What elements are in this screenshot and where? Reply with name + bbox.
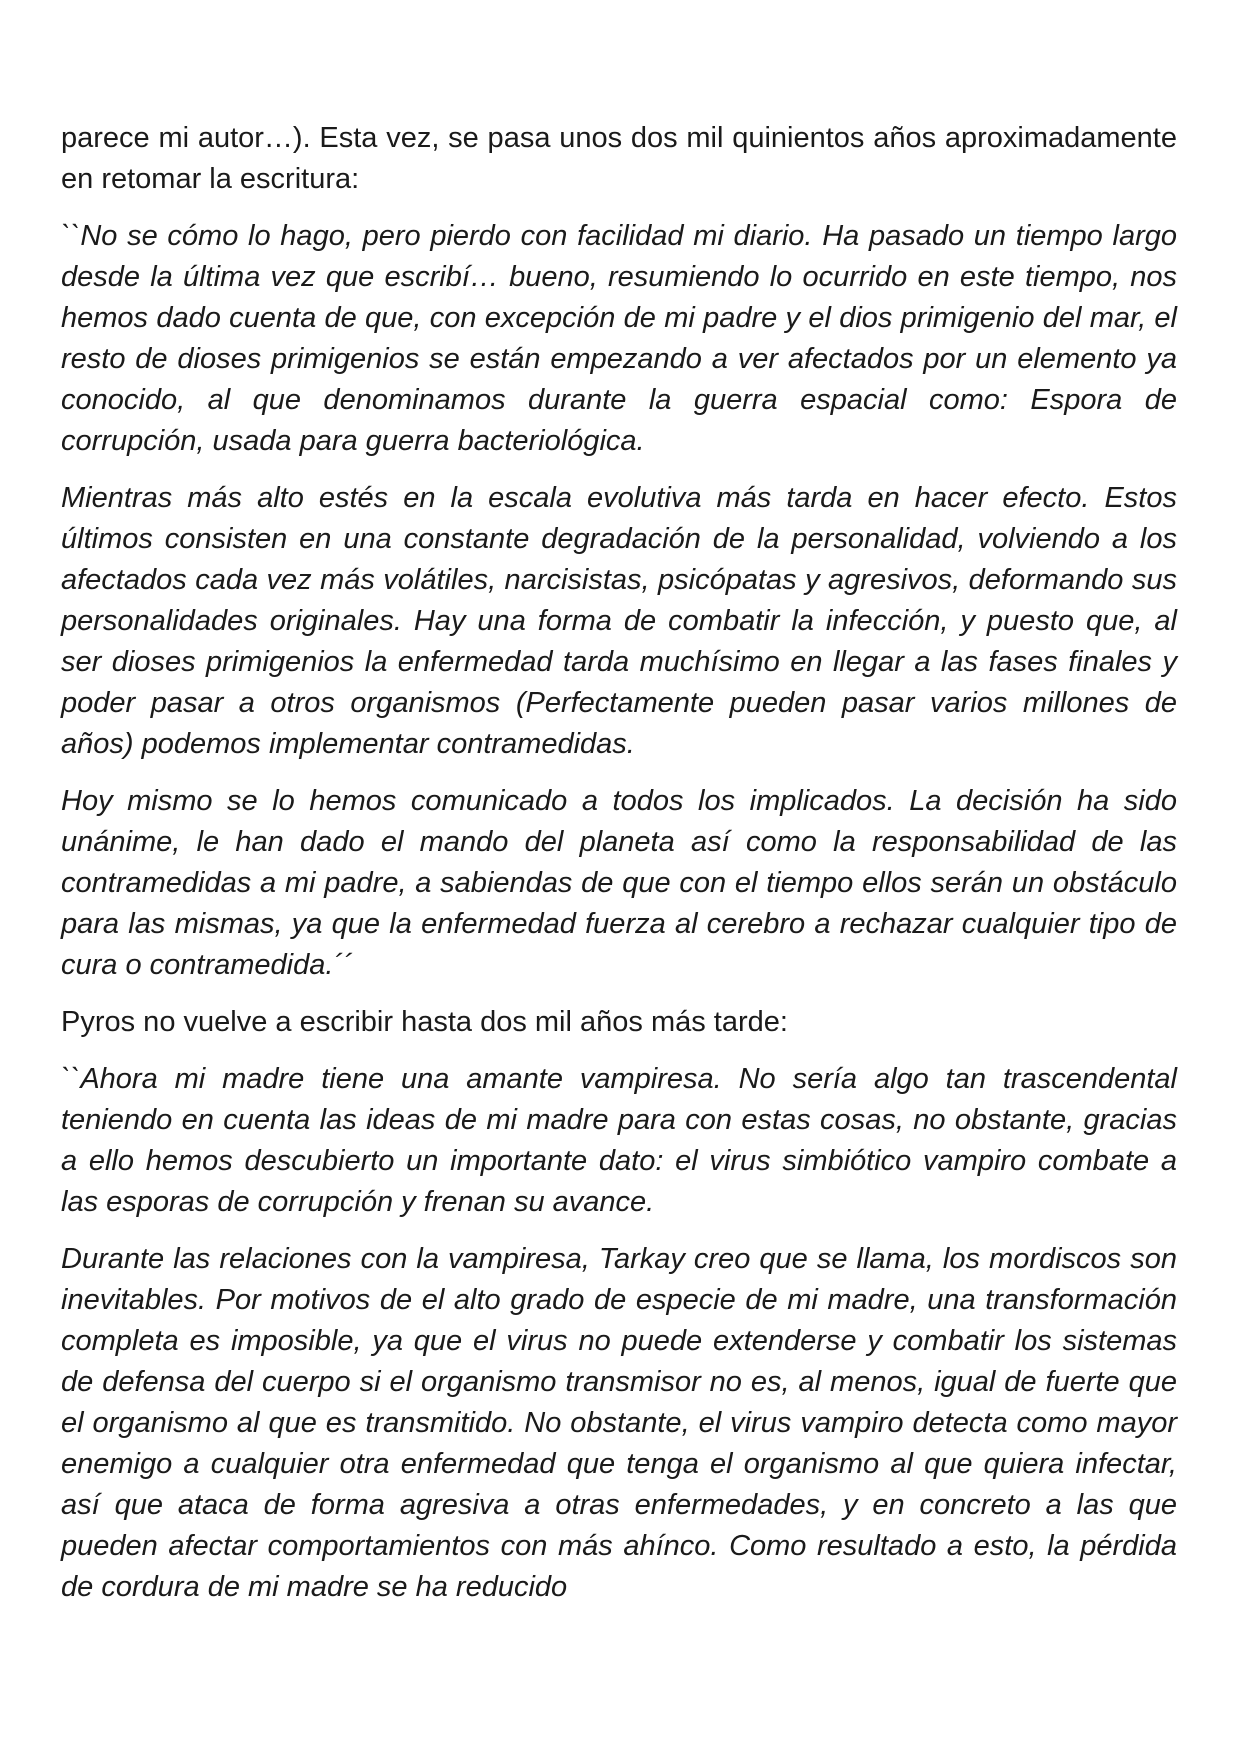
document-body: [61, 118, 1177, 1624]
paragraph-3: Mientras más alto estés en la escala evolutiva más tarda en hacer efecto. Estos últimos consisten en una constante degradación de la personalidad, volviendo a los afectados cada vez más volátiles, narcisistas, psicópatas y agresivos, deformando sus personalidades originales. Hay una forma de combatir la infección, y puesto que, al ser dioses primigenios la enfermedad tarda muchísimo en llegar a las fases finales y poder pasar a otros organismos (Perfectamente pueden pasar varios millones de años) podemos implementar contramedidas.: [61, 482, 1177, 760]
paragraph-4: Hoy mismo se lo hemos comunicado a todos los implicados. La decisión ha sido unánime, le han dado el mando del planeta así como la responsabilidad de las contramedidas a mi padre, a sabiendas de que con el tiempo ellos serán un obstáculo para las mismas, ya que la enfermedad fuerza al cerebro a rechazar cualquier tipo de cura o contramedida.´´: [61, 785, 1177, 981]
paragraph-7: Durante las relaciones con la vampiresa, Tarkay creo que se llama, los mordiscos son inevitables. Por motivos de el alto grado de especie de mi madre, una transformación completa es imposible, ya que el virus no puede extenderse y combatir los sistemas de defensa del cuerpo si el organismo transmisor no es, al menos, igual de fuerte que el organismo al que es transmitido. No obstante, el virus vampiro detecta como mayor enemigo a cualquier otra enfermedad que tenga el organismo al que quiera infectar, así que ataca de forma agresiva a otras enfermedades, y en concreto a las que pueden afectar comportamientos con más ahínco. Como resultado a esto, la pérdida de cordura de mi madre se ha reducido: [61, 1243, 1177, 1603]
paragraph-2: ``No se cómo lo hago, pero pierdo con facilidad mi diario. Ha pasado un tiempo largo desde la última vez que escribí… bueno, resumiendo lo ocurrido en este tiempo, nos hemos dado cuenta de que, con excepción de mi padre y el dios primigenio del mar, el resto de dioses primigenios se están empezando a ver afectados por un elemento ya conocido, al que denominamos durante la guerra espacial como: Espora de corrupción, usada para guerra bacteriológica.: [61, 220, 1177, 457]
paragraph-6: ``Ahora mi madre tiene una amante vampiresa. No sería algo tan trascendental teniendo en cuenta las ideas de mi madre para con estas cosas, no obstante, gracias a ello hemos descubierto un importante dato: el virus simbiótico vampiro combate a las esporas de corrupción y frenan su avance.: [61, 1063, 1177, 1218]
paragraph-5: Pyros no vuelve a escribir hasta dos mil años más tarde:: [61, 1006, 788, 1038]
paragraph-1: parece mi autor…). Esta vez, se pasa unos dos mil quinientos años aproximadamente en retomar la escritura:: [61, 122, 1177, 195]
